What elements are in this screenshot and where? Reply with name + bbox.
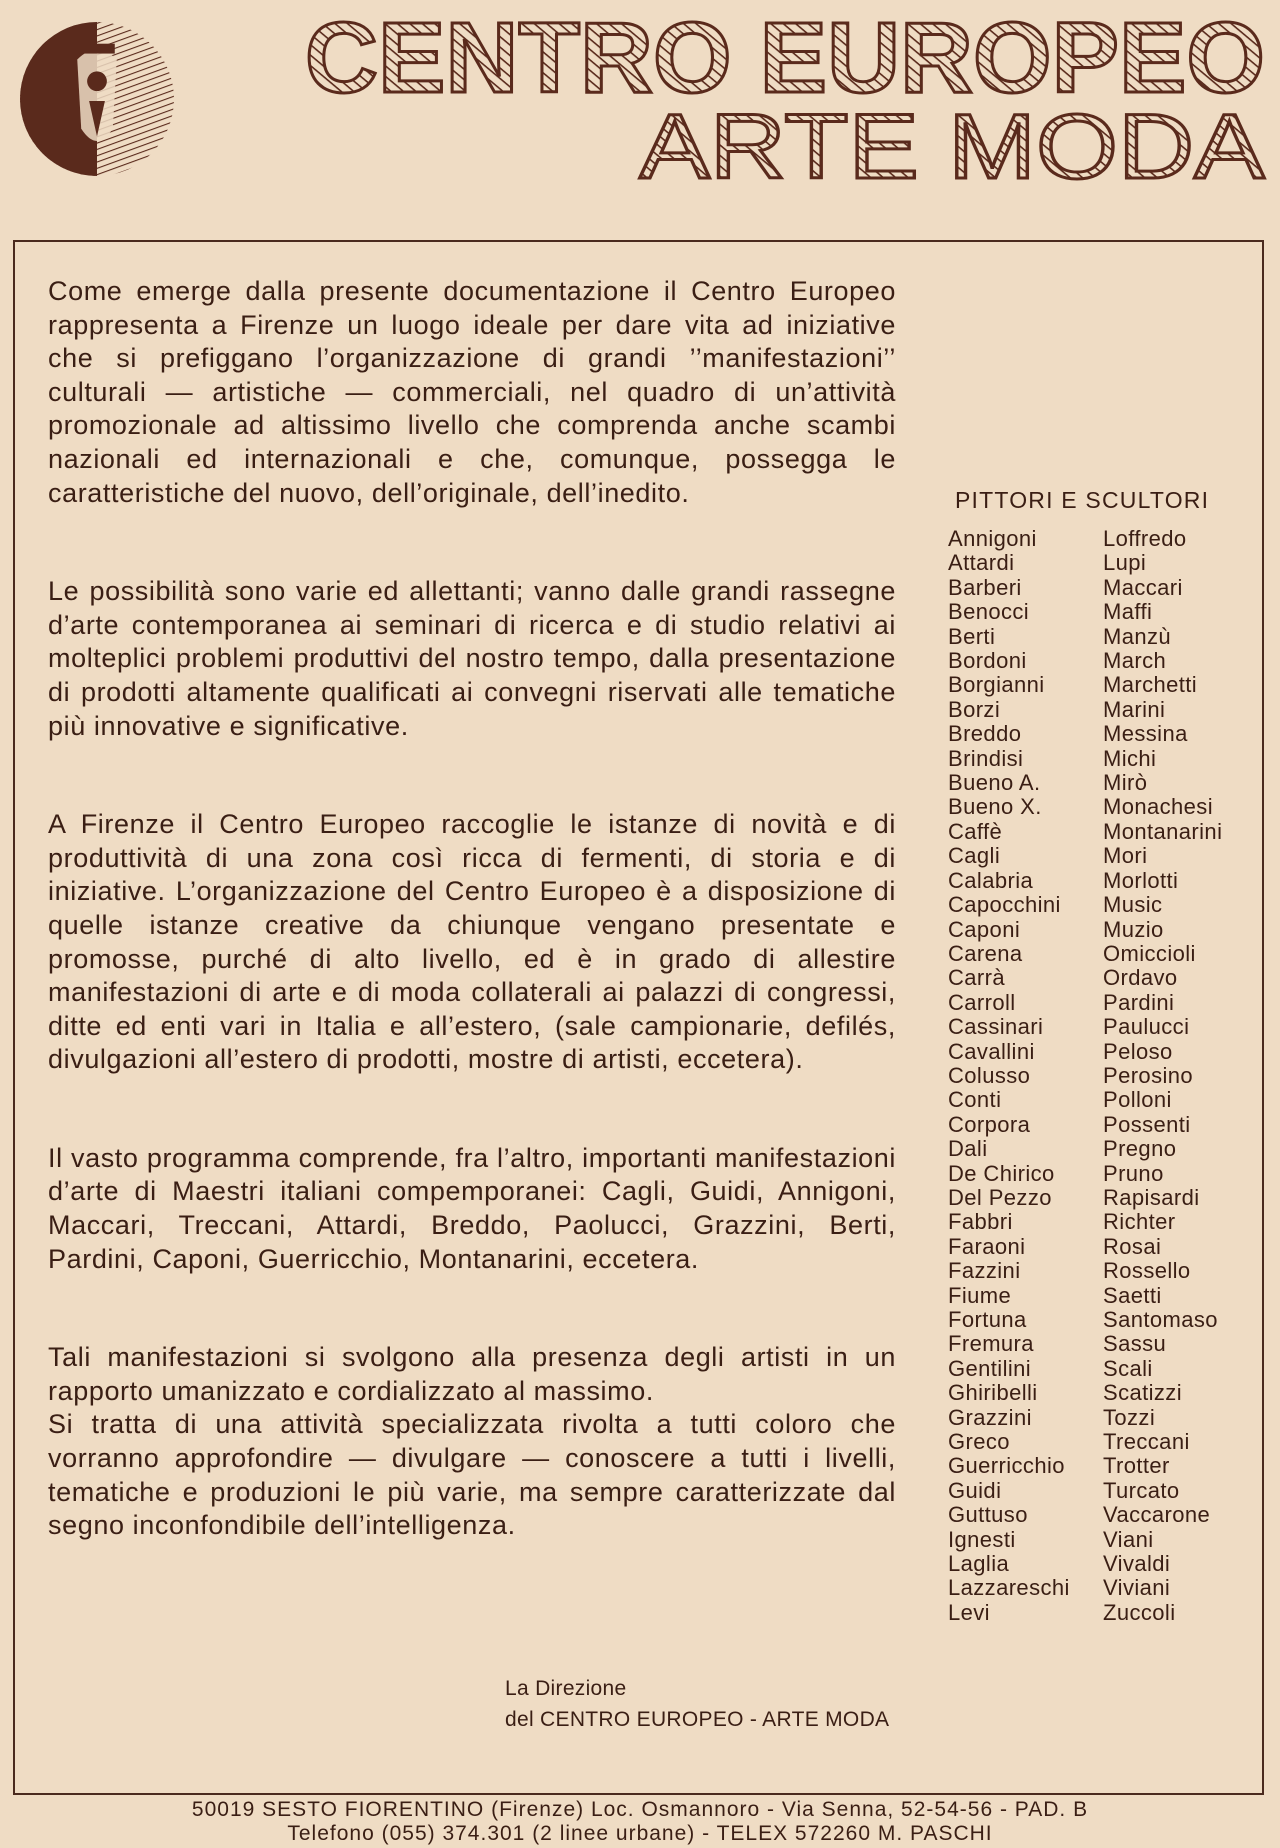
logo-emblem-icon	[18, 20, 176, 178]
artist-name: Corpora	[948, 1111, 1031, 1137]
artist-name: Morlotti	[1103, 867, 1179, 893]
artist-name: Paulucci	[1103, 1014, 1190, 1040]
artist-name: Del Pezzo	[948, 1184, 1052, 1210]
artist-name: Maffi	[1103, 599, 1153, 625]
artist-name: Viviani	[1103, 1575, 1171, 1601]
artist-name: Treccani	[1103, 1429, 1190, 1455]
artist-name: Manzù	[1103, 623, 1172, 649]
artist-name: Vivaldi	[1103, 1551, 1171, 1577]
artist-name: Rosai	[1103, 1233, 1162, 1259]
artists-list-right	[1103, 527, 1263, 1625]
signature-line1: La Direzione	[505, 1677, 627, 1700]
artist-name: Ordavo	[1103, 965, 1178, 991]
artist-name: Cavallini	[948, 1038, 1035, 1064]
signature	[505, 1673, 889, 1735]
artist-name: Guttuso	[948, 1502, 1028, 1528]
paragraph-attivita: Si tratta di una attività specializzata rivolta a tutti coloro che vorranno approfondire — divulgare — conoscere a tutti i livelli, tematiche e produzioni le più varie, ma sempre caratterizzate dal segno inconfondibile dell’intelligenza.	[48, 1409, 896, 1541]
artist-name: Muzio	[1103, 916, 1164, 942]
artist-name: Dali	[948, 1136, 988, 1162]
artist-name: Michi	[1103, 745, 1157, 771]
artist-name: Rapisardi	[1103, 1184, 1200, 1210]
artist-name: Vaccarone	[1103, 1502, 1211, 1528]
paragraph-programma: Il vasto programma comprende, fra l’altro, importanti manifestazioni d’arte di Maestri italiani compemporanei: Cagli, Guidi, Annigoni, Maccari, Treccani, Attardi, Breddo, Paolucci, Grazzini, Berti, Pardini, Caponi, Guerricchio, Montanarini, eccetera.	[48, 1142, 896, 1274]
artist-name: Brindisi	[948, 745, 1024, 771]
artist-name: Trotter	[1103, 1453, 1170, 1479]
artist-name: Carena	[948, 940, 1023, 966]
artist-name: Berti	[948, 623, 996, 649]
artist-name: Monachesi	[1103, 794, 1213, 820]
artist-name: Bueno X.	[948, 794, 1042, 820]
artist-name: Marchetti	[1103, 672, 1198, 698]
paragraph-manifestazioni: Tali manifestazioni si svolgono alla presenza degli artisti in un rapporto umanizzato e cordializzato al massimo.	[48, 1342, 896, 1406]
artist-name: Omiccioli	[1103, 940, 1196, 966]
artist-name: Turcato	[1103, 1477, 1180, 1503]
artist-name: Possenti	[1103, 1111, 1191, 1137]
artist-name: Polloni	[1103, 1087, 1172, 1113]
artist-name: Messina	[1103, 721, 1188, 747]
artist-name: Bueno A.	[948, 770, 1041, 796]
artist-name: Attardi	[948, 550, 1015, 576]
artist-name: Cagli	[948, 843, 1001, 869]
artist-name: Fremura	[948, 1331, 1034, 1357]
artist-name: Zuccoli	[1103, 1599, 1176, 1625]
artist-name: Ignesti	[948, 1526, 1016, 1552]
footer-address-line: 50019 SESTO FIORENTINO (Firenze) Loc. Osmannoro - Via Senna, 52-54-56 - PAD. B	[191, 1798, 1089, 1821]
artists-list-left	[948, 527, 1108, 1625]
artist-name: Grazzini	[948, 1404, 1032, 1430]
artist-name: Lupi	[1103, 550, 1147, 576]
artist-name: Viani	[1103, 1526, 1154, 1552]
svg-text:CENTRO EUROPEO: CENTRO EUROPEO	[305, 14, 1265, 104]
artist-name: Borgianni	[948, 672, 1045, 698]
artist-name: Rossello	[1103, 1258, 1191, 1284]
artist-name: Lazzareschi	[948, 1575, 1070, 1601]
artist-name: Marini	[1103, 696, 1166, 722]
signature-line2: del CENTRO EUROPEO - ARTE MODA	[505, 1708, 890, 1731]
svg-text:ARTE MODA: ARTE MODA	[639, 104, 1266, 186]
artist-name: Calabria	[948, 867, 1034, 893]
artist-name: Pardini	[1103, 989, 1175, 1015]
paragraph-possibilities: Le possibilità sono varie ed allettanti; vanno dalle grandi rassegne d’arte contemporanea ai seminari di ricerca e di studio relativi ai molteplici problemi produttivi del nostro tempo, dalla presentazione di prodotti altamente qualificati ai convegni riservati alle tematiche più innovative e significative.	[48, 576, 896, 741]
artist-name: Scatizzi	[1103, 1380, 1182, 1406]
artist-name: Fiume	[948, 1282, 1012, 1308]
artist-name: March	[1103, 648, 1167, 674]
artist-name: Conti	[948, 1087, 1002, 1113]
artist-name: Mori	[1103, 843, 1148, 869]
artist-name: Loffredo	[1103, 526, 1187, 551]
paragraph-intro: Come emerge dalla presente documentazione il Centro Europeo rappresenta a Firenze un luogo ideale per dare vita ad iniziative che si prefiggano l’organizzazione di grandi ’’manifestazioni’’ culturali — artistiche — commerciali, nel quadro di un’attività promozionale ad altissimo livello che comprenda anche scambi nazionali ed internazionali e che, comunque, possegga le caratteristiche del nuovo, dell’originale, dell’inedito.	[48, 276, 896, 508]
body-text	[48, 275, 896, 1543]
title-line2	[635, 104, 1270, 186]
artist-name: Fortuna	[948, 1307, 1027, 1332]
artist-name: Montanarini	[1103, 818, 1223, 844]
artist-name: Cassinari	[948, 1014, 1044, 1040]
artist-name: Caffè	[948, 818, 1003, 844]
artists-heading: PITTORI E SCULTORI	[955, 487, 1210, 513]
footer-address	[0, 1798, 1280, 1846]
title-line1	[300, 14, 1270, 104]
artist-name: Carrà	[948, 965, 1006, 991]
artist-name: Scali	[1103, 1355, 1153, 1381]
artist-name: Peloso	[1103, 1038, 1173, 1064]
artist-name: Carroll	[948, 989, 1016, 1015]
artist-name: De Chirico	[948, 1160, 1055, 1186]
artist-name: Tozzi	[1103, 1404, 1156, 1430]
artist-name: Fazzini	[948, 1258, 1021, 1284]
artist-name: Maccari	[1103, 574, 1183, 600]
artist-name: Colusso	[948, 1062, 1031, 1088]
artist-name: Bordoni	[948, 648, 1027, 674]
artist-name: Music	[1103, 892, 1163, 918]
artist-name: Faraoni	[948, 1233, 1026, 1259]
artist-name: Capocchini	[948, 892, 1061, 918]
artist-name: Barberi	[948, 574, 1022, 600]
paragraph-firenze: A Firenze il Centro Europeo raccoglie le istanze di novità e di produttività di una zona così ricca di fermenti, di storia e di iniziative. L’organizzazione del Centro Europeo è a disposizione di quelle istanze creative da chiunque vengano presentate e promosse, purché di alto livello, ed è in grado di allestire manifestazioni di arte e di moda collaterali ai palazzi di congressi, ditte ed enti vari in Italia e all’estero, (sale campionarie, defilés, divulgazioni all’estero di prodotti, mostre di artisti, eccetera).	[48, 809, 896, 1075]
artist-name: Gentilini	[948, 1355, 1032, 1381]
artist-name: Annigoni	[948, 526, 1037, 551]
footer-contact-line: Telefono (055) 374.301 (2 linee urbane) - TELEX 572260 M. PASCHI	[287, 1822, 993, 1845]
artist-name: Levi	[948, 1599, 990, 1625]
artist-name: Mirò	[1103, 770, 1148, 796]
artist-name: Richter	[1103, 1209, 1176, 1235]
artist-name: Benocci	[948, 599, 1030, 625]
artist-name: Greco	[948, 1429, 1010, 1455]
artist-name: Guidi	[948, 1477, 1002, 1503]
artist-name: Fabbri	[948, 1209, 1013, 1235]
artist-name: Ghiribelli	[948, 1380, 1038, 1406]
artist-name: Borzi	[948, 696, 1001, 722]
artist-name: Saetti	[1103, 1282, 1162, 1308]
artist-name: Santomaso	[1103, 1307, 1218, 1332]
artist-name: Laglia	[948, 1551, 1010, 1577]
artist-name: Breddo	[948, 721, 1022, 747]
artist-name: Sassu	[1103, 1331, 1167, 1357]
artist-name: Guerricchio	[948, 1453, 1065, 1479]
artist-name: Pruno	[1103, 1160, 1164, 1186]
artist-name: Pregno	[1103, 1136, 1177, 1162]
artist-name: Perosino	[1103, 1062, 1194, 1088]
artist-name: Caponi	[948, 916, 1021, 942]
